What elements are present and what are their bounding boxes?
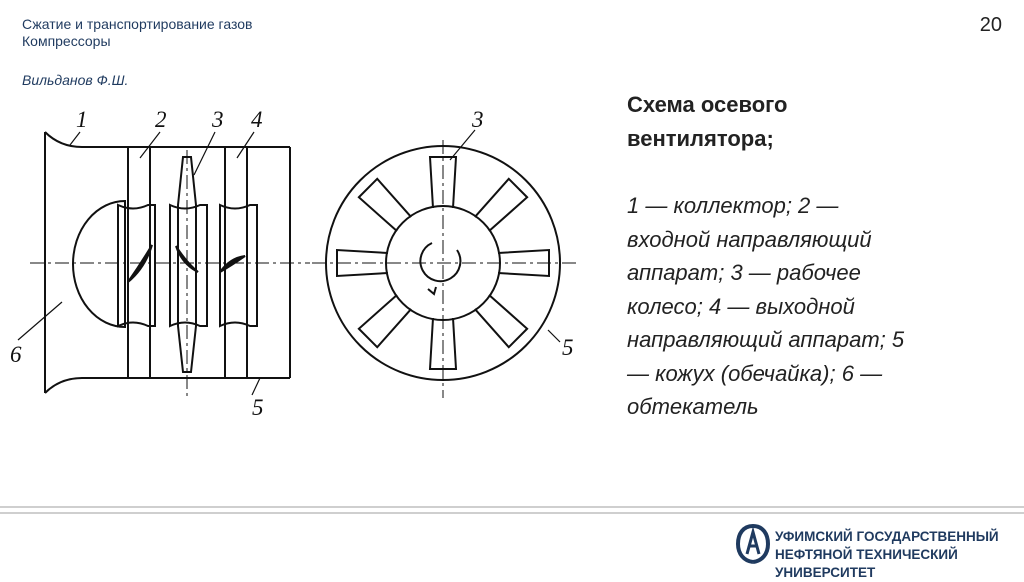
course-title-line1: Сжатие и транспортирование газов (22, 16, 253, 32)
caption-line: направляющий аппарат; 5 (627, 327, 905, 352)
university-logo-icon (736, 524, 770, 564)
side-label-1: 1 (76, 107, 88, 132)
front-label-5: 5 (562, 335, 574, 360)
caption-line: колесо; 4 — выходной (627, 293, 855, 319)
university-name-line1: УФИМСКИЙ ГОСУДАРСТВЕННЫЙ (775, 529, 999, 544)
collector-bottom (45, 378, 290, 393)
collector-top (45, 132, 290, 147)
page-number: 20 (979, 14, 1002, 36)
caption-line: — кожух (обечайка); 6 — (627, 360, 883, 386)
side-label-5: 5 (252, 395, 264, 420)
caption-title-line1: Схема осевого (627, 92, 788, 117)
front-label-3: 3 (472, 107, 484, 132)
caption-title-line2: вентилятора; (627, 125, 774, 151)
university-name-line2: НЕФТЯНОЙ ТЕХНИЧЕСКИЙ УНИВЕРСИТЕТ (775, 547, 958, 580)
footer-divider (0, 506, 1024, 508)
caption (627, 88, 957, 424)
side-label-6: 6 (10, 342, 22, 367)
caption-line: входной направляющий (627, 226, 872, 252)
side-label-3: 3 (212, 107, 224, 132)
caption-line: обтекатель (627, 394, 759, 419)
footer-divider (0, 512, 1024, 514)
caption-body (627, 189, 957, 424)
caption-line: аппарат; 3 — рабочее (627, 260, 861, 285)
course-title (22, 16, 252, 50)
axial-fan-diagram (0, 95, 600, 435)
caption-title (627, 88, 957, 155)
course-title-line2: Компрессоры (22, 33, 111, 49)
side-label-4: 4 (251, 107, 263, 132)
author: Вильданов Ф.Ш. (22, 72, 129, 88)
side-label-2: 2 (155, 107, 167, 132)
caption-line: 1 — коллектор; 2 — (627, 193, 839, 218)
